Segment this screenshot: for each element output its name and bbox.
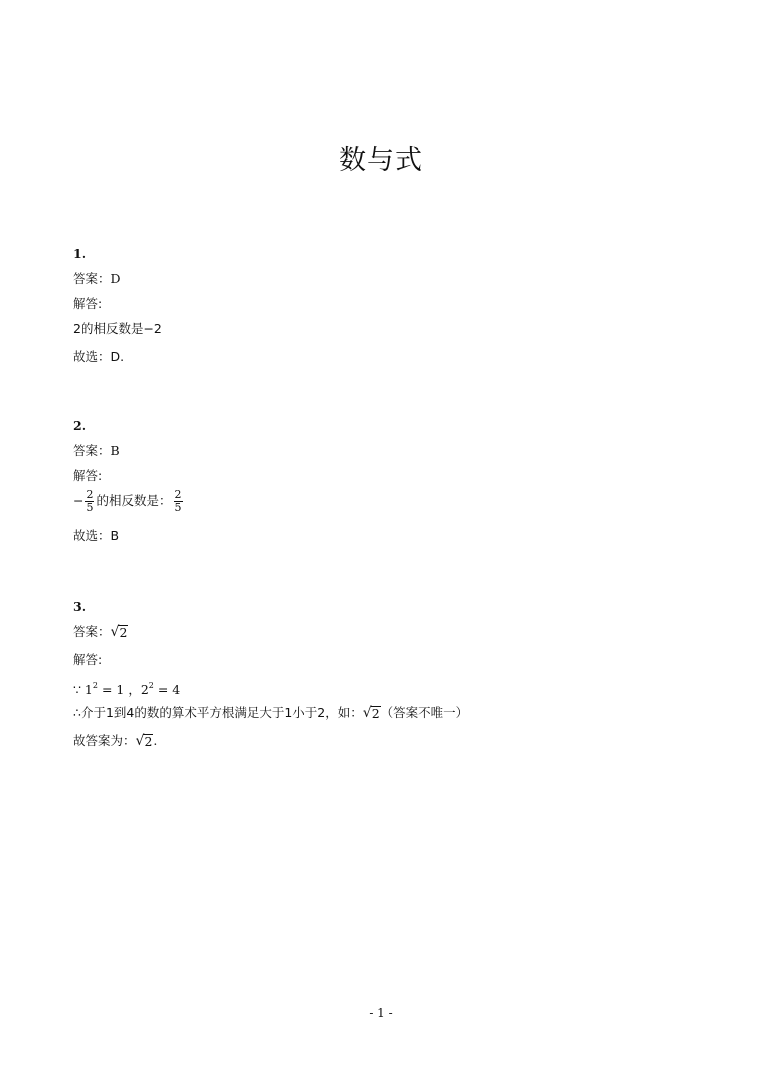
question-1-solution-line: 2的相反数是−2 xyxy=(73,321,162,336)
question-3-final-line xyxy=(73,733,157,749)
solution-text: 的相反数是： xyxy=(96,493,172,508)
question-1-solution-label: 解答: xyxy=(73,296,103,311)
therefore-text: ∴介于1到4的数的算术平方根满足大于1小于2，如： xyxy=(73,705,363,720)
question-2-choice: 故选：B xyxy=(73,528,120,543)
answer-label: 答案： xyxy=(73,443,111,458)
fraction xyxy=(174,489,183,514)
question-3-number: 3. xyxy=(73,599,87,614)
final-label: 故答案为： xyxy=(73,733,136,748)
because-text: ∵ 1 xyxy=(73,682,93,697)
fraction-denominator: 5 xyxy=(86,501,94,514)
radicand: 2 xyxy=(371,706,380,721)
radicand: 2 xyxy=(119,625,128,640)
question-3-because-line xyxy=(73,678,180,698)
exponent: 2 xyxy=(92,681,98,690)
answer-label: 答案： xyxy=(73,624,111,639)
because-text: = 1 ，2 xyxy=(97,682,149,697)
square-root: √ 2 xyxy=(135,733,153,749)
note-text: （答案不唯一） xyxy=(380,705,469,720)
negative-sign: − xyxy=(73,493,84,508)
question-2-solution-label: 解答: xyxy=(73,468,103,483)
fraction-denominator: 5 xyxy=(174,501,182,514)
because-text: = 4 xyxy=(153,682,181,697)
question-1-number: 1. xyxy=(73,246,87,261)
square-root: √ 2 xyxy=(110,624,128,640)
question-1-answer xyxy=(73,271,121,287)
question-3-answer xyxy=(73,624,128,640)
answer-label: 答案： xyxy=(73,271,111,286)
question-3-solution-label: 解答: xyxy=(73,652,103,667)
answer-value: D xyxy=(110,271,121,286)
page-number: - 1 - xyxy=(369,1006,393,1020)
fraction xyxy=(85,489,94,514)
question-2-number: 2. xyxy=(73,418,87,433)
fraction-numerator: 2 xyxy=(86,488,94,501)
radicand: 2 xyxy=(144,734,153,749)
fraction-numerator: 2 xyxy=(174,488,182,501)
final-period: . xyxy=(153,733,158,748)
question-3-therefore-line xyxy=(73,705,468,721)
answer-value: B xyxy=(110,443,120,458)
question-2-answer xyxy=(73,443,120,459)
question-2-solution-line xyxy=(73,489,185,514)
square-root: √ 2 xyxy=(362,705,380,721)
page-title: 数与式 xyxy=(339,145,423,176)
question-1-choice: 故选：D. xyxy=(73,349,125,364)
exponent: 2 xyxy=(148,681,154,690)
